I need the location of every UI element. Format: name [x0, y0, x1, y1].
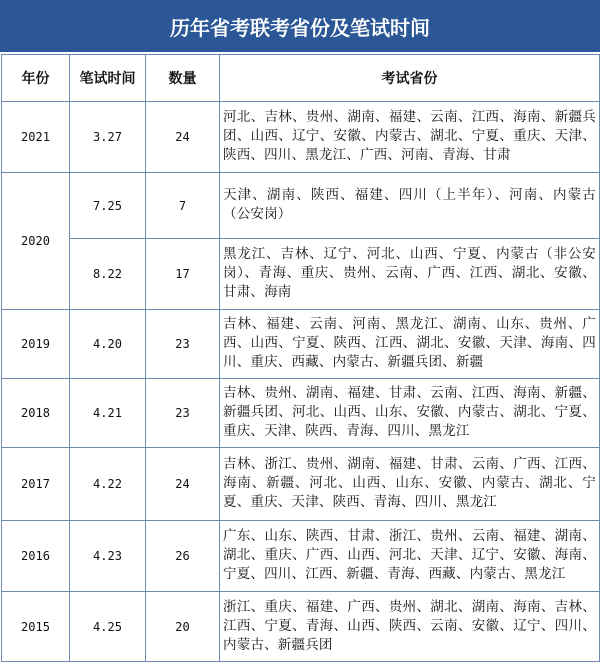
provinces-cell: 河北、吉林、贵州、湖南、福建、云南、江西、海南、新疆兵团、山西、辽宁、安徽、内蒙古、湖北、宁夏、重庆、天津、陕西、四川、黑龙江、广西、河南、青海、甘肃 [220, 102, 600, 173]
date-cell: 7.25 [70, 173, 146, 239]
year-cell: 2020 [2, 173, 70, 310]
date-cell: 4.22 [70, 448, 146, 521]
header-date: 笔试时间 [70, 55, 146, 102]
header-year: 年份 [2, 55, 70, 102]
year-cell: 2021 [2, 102, 70, 173]
count-cell: 26 [146, 521, 220, 592]
exam-schedule-table [1, 54, 600, 662]
table-row [2, 239, 600, 310]
table-row [2, 521, 600, 592]
provinces-cell: 吉林、福建、云南、河南、黑龙江、湖南、山东、贵州、广西、山西、宁夏、陕西、江西、湖北、安徽、天津、海南、四川、重庆、西藏、内蒙古、新疆兵团、新疆 [220, 310, 600, 379]
count-cell: 24 [146, 448, 220, 521]
provinces-cell: 吉林、浙江、贵州、湖南、福建、甘肃、云南、广西、江西、海南、新疆、河北、山西、山东、安徽、内蒙古、湖北、宁夏、重庆、天津、陕西、青海、四川、黑龙江 [220, 448, 600, 521]
provinces-cell: 黑龙江、吉林、辽宁、河北、山西、宁夏、内蒙古（非公安岗）、青海、重庆、贵州、云南、广西、江西、湖北、安徽、甘肃、海南 [220, 239, 600, 310]
table-row [2, 592, 600, 662]
year-cell: 2016 [2, 521, 70, 592]
count-cell: 23 [146, 310, 220, 379]
header-row [2, 55, 600, 102]
header-provinces: 考试省份 [220, 55, 600, 102]
year-cell: 2017 [2, 448, 70, 521]
count-cell: 23 [146, 379, 220, 448]
date-cell: 4.20 [70, 310, 146, 379]
provinces-cell: 广东、山东、陕西、甘肃、浙江、贵州、云南、福建、湖南、湖北、重庆、广西、山西、河北、天津、辽宁、安徽、海南、宁夏、四川、江西、新疆、青海、西藏、内蒙古、黑龙江 [220, 521, 600, 592]
count-cell: 7 [146, 173, 220, 239]
date-cell: 4.21 [70, 379, 146, 448]
date-cell: 4.25 [70, 592, 146, 662]
provinces-cell: 吉林、贵州、湖南、福建、甘肃、云南、江西、海南、新疆、新疆兵团、河北、山西、山东、安徽、内蒙古、湖北、宁夏、重庆、天津、陕西、青海、四川、黑龙江 [220, 379, 600, 448]
provinces-cell: 浙江、重庆、福建、广西、贵州、湖北、湖南、海南、吉林、江西、宁夏、青海、山西、陕西、云南、安徽、辽宁、四川、内蒙古、新疆兵团 [220, 592, 600, 662]
header-count: 数量 [146, 55, 220, 102]
table-row [2, 448, 600, 521]
table-row [2, 173, 600, 239]
date-cell: 3.27 [70, 102, 146, 173]
year-cell: 2019 [2, 310, 70, 379]
count-cell: 24 [146, 102, 220, 173]
table-row [2, 102, 600, 173]
date-cell: 4.23 [70, 521, 146, 592]
table-row [2, 379, 600, 448]
year-cell: 2015 [2, 592, 70, 662]
date-cell: 8.22 [70, 239, 146, 310]
table-title: 历年省考联考省份及笔试时间 [0, 0, 600, 54]
year-cell: 2018 [2, 379, 70, 448]
count-cell: 20 [146, 592, 220, 662]
provinces-cell: 天津、湖南、陕西、福建、四川（上半年）、河南、内蒙古（公安岗） [220, 173, 600, 239]
table-row [2, 310, 600, 379]
count-cell: 17 [146, 239, 220, 310]
